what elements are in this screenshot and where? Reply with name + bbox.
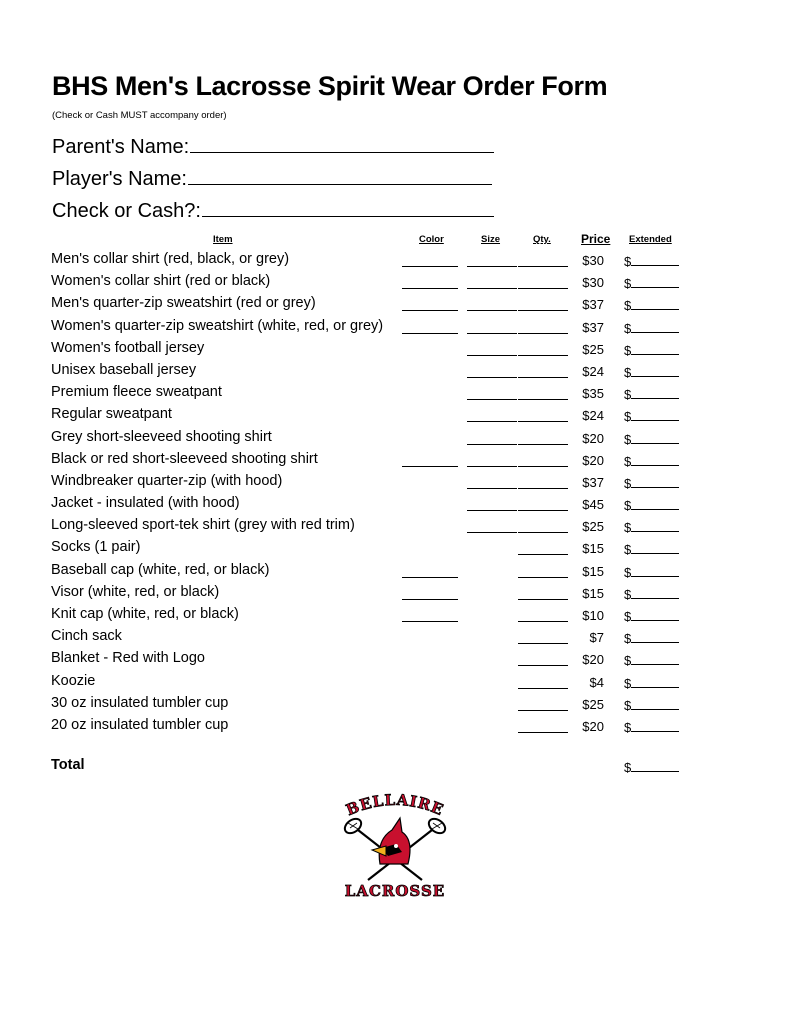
column-header-extended: Extended <box>629 234 672 245</box>
total-currency: $ <box>624 760 632 775</box>
color-blank[interactable] <box>402 577 458 578</box>
order-row <box>0 471 791 493</box>
item-name: 30 oz insulated tumbler cup <box>51 694 229 711</box>
order-row <box>0 338 791 360</box>
item-extended[interactable] <box>624 497 679 513</box>
extended-blank[interactable] <box>631 697 679 710</box>
order-row <box>0 515 791 537</box>
qty-blank[interactable] <box>518 710 568 711</box>
item-extended[interactable] <box>624 253 679 269</box>
item-name: Women's football jersey <box>51 339 205 356</box>
item-extended[interactable] <box>624 586 679 602</box>
size-blank[interactable] <box>467 333 517 334</box>
extended-blank[interactable] <box>631 386 679 399</box>
currency-sign: $ <box>624 653 632 669</box>
item-price: $37 <box>582 319 604 335</box>
extended-blank[interactable] <box>631 519 679 532</box>
item-extended[interactable] <box>624 431 679 447</box>
parent-name-line[interactable] <box>190 134 494 153</box>
item-price: $20 <box>582 452 604 468</box>
item-name: Windbreaker quarter-zip (with hood) <box>51 472 283 489</box>
currency-sign: $ <box>624 609 632 624</box>
extended-blank[interactable] <box>631 475 679 488</box>
item-price: $37 <box>582 297 604 313</box>
payment-method-field[interactable] <box>52 198 494 223</box>
item-price: $37 <box>582 474 604 490</box>
size-blank[interactable] <box>467 399 517 400</box>
item-price: $15 <box>582 541 604 557</box>
item-price: $25 <box>582 696 604 712</box>
logo-bottom-text: LACROSSE <box>344 882 446 900</box>
order-row <box>0 604 791 626</box>
order-row <box>0 404 791 426</box>
logo-top-text: BELLAIRE <box>343 790 447 820</box>
currency-sign: $ <box>624 387 632 403</box>
qty-blank[interactable] <box>518 688 568 689</box>
size-blank[interactable] <box>467 377 517 378</box>
item-price: $20 <box>582 718 604 734</box>
qty-blank[interactable] <box>518 643 568 644</box>
qty-blank[interactable] <box>518 333 568 334</box>
item-price: $15 <box>582 585 604 601</box>
order-row <box>0 626 791 648</box>
color-blank[interactable] <box>402 466 458 467</box>
item-price: $4 <box>589 674 604 690</box>
total-extended[interactable] <box>624 759 679 775</box>
item-name: Cinch sack <box>51 628 122 645</box>
item-extended[interactable] <box>624 564 679 580</box>
qty-blank[interactable] <box>518 377 568 378</box>
item-price: $20 <box>582 652 604 668</box>
item-name: Men's quarter-zip sweatshirt (red or grey) <box>51 295 316 312</box>
item-name: Socks (1 pair) <box>51 539 141 556</box>
currency-sign: $ <box>624 586 632 602</box>
payment-note: (Check or Cash MUST accompany order) <box>52 110 227 121</box>
item-extended[interactable] <box>624 475 679 491</box>
player-name-label: Player's Name: <box>52 168 187 190</box>
item-name: Jacket - insulated (with hood) <box>51 495 240 512</box>
size-blank[interactable] <box>467 532 517 533</box>
item-name: 20 oz insulated tumbler cup <box>51 716 229 733</box>
item-extended[interactable] <box>624 342 679 358</box>
size-blank[interactable] <box>467 355 517 356</box>
item-extended[interactable] <box>624 275 679 291</box>
item-price: $30 <box>582 253 604 268</box>
qty-blank[interactable] <box>518 266 568 267</box>
currency-sign: $ <box>624 342 632 358</box>
qty-blank[interactable] <box>518 466 568 467</box>
item-price: $15 <box>582 563 604 579</box>
extended-blank[interactable] <box>631 297 679 310</box>
order-row <box>0 249 791 271</box>
extended-blank[interactable] <box>631 431 679 444</box>
extended-blank[interactable] <box>631 564 679 577</box>
order-row <box>0 493 791 515</box>
item-name: Knit cap (white, red, or black) <box>51 606 239 622</box>
player-name-line[interactable] <box>188 166 492 185</box>
item-name: Visor (white, red, or black) <box>51 583 220 600</box>
extended-blank[interactable] <box>631 608 679 621</box>
extended-blank[interactable] <box>631 342 679 355</box>
item-extended[interactable] <box>624 386 679 402</box>
qty-blank[interactable] <box>518 510 568 511</box>
size-blank[interactable] <box>467 421 517 422</box>
order-row <box>0 360 791 382</box>
item-price: $30 <box>582 275 604 291</box>
size-blank[interactable] <box>467 488 517 489</box>
player-name-field[interactable] <box>52 166 492 191</box>
item-extended[interactable] <box>624 719 679 735</box>
extended-blank[interactable] <box>631 364 679 377</box>
item-name: Regular sweatpant <box>51 406 172 423</box>
item-price: $45 <box>582 497 604 513</box>
extended-blank[interactable] <box>631 586 679 599</box>
currency-sign: $ <box>624 697 632 713</box>
size-blank[interactable] <box>467 266 517 267</box>
qty-blank[interactable] <box>518 621 568 622</box>
total-label: Total <box>51 757 85 773</box>
item-name: Koozie <box>51 672 96 689</box>
extended-blank[interactable] <box>631 320 679 333</box>
item-name: Baseball cap (white, red, or black) <box>51 561 270 578</box>
currency-sign: $ <box>624 498 632 514</box>
item-name: Black or red short-sleeveed shooting shirt <box>51 450 318 467</box>
item-name: Women's collar shirt (red or black) <box>51 273 271 290</box>
order-row <box>0 382 791 404</box>
order-row <box>0 537 791 559</box>
extended-blank[interactable] <box>631 719 679 732</box>
size-blank[interactable] <box>467 310 517 311</box>
qty-blank[interactable] <box>518 554 568 555</box>
qty-blank[interactable] <box>518 488 568 489</box>
payment-method-label: Check or Cash?: <box>52 200 201 222</box>
column-header-qty: Qty. <box>533 234 551 245</box>
order-row <box>0 693 791 715</box>
item-extended[interactable] <box>624 320 679 336</box>
currency-sign: $ <box>624 520 632 536</box>
qty-blank[interactable] <box>518 665 568 666</box>
page-title: BHS Men's Lacrosse Spirit Wear Order Form <box>52 71 608 101</box>
parent-name-field[interactable] <box>52 134 494 159</box>
extended-blank[interactable] <box>631 630 679 643</box>
cardinal-mascot-icon <box>372 818 410 864</box>
currency-sign: $ <box>624 276 632 292</box>
order-row <box>0 582 791 604</box>
item-name: Premium fleece sweatpant <box>51 384 222 401</box>
column-header-item: Item <box>213 234 233 245</box>
item-price: $10 <box>582 608 604 623</box>
item-price: $7 <box>589 630 604 646</box>
order-row <box>0 427 791 449</box>
extended-blank[interactable] <box>631 408 679 421</box>
item-extended[interactable] <box>624 608 679 624</box>
currency-sign: $ <box>624 675 632 691</box>
color-blank[interactable] <box>402 310 458 311</box>
qty-blank[interactable] <box>518 288 568 289</box>
color-blank[interactable] <box>402 333 458 334</box>
item-extended[interactable] <box>624 453 679 469</box>
color-blank[interactable] <box>402 288 458 289</box>
qty-blank[interactable] <box>518 599 568 600</box>
logo-graphic <box>336 790 454 902</box>
size-blank[interactable] <box>467 288 517 289</box>
extended-blank[interactable] <box>631 253 679 266</box>
total-blank[interactable] <box>631 759 679 772</box>
column-header-color: Color <box>419 234 444 245</box>
currency-sign: $ <box>624 564 632 580</box>
currency-sign: $ <box>624 719 632 735</box>
extended-blank[interactable] <box>631 541 679 554</box>
currency-sign: $ <box>624 631 632 647</box>
item-extended[interactable] <box>624 408 679 424</box>
qty-blank[interactable] <box>518 577 568 578</box>
currency-sign: $ <box>624 431 632 447</box>
qty-blank[interactable] <box>518 732 568 733</box>
currency-sign: $ <box>624 320 632 336</box>
item-name: Grey short-sleeveed shooting shirt <box>51 428 272 445</box>
qty-blank[interactable] <box>518 310 568 311</box>
item-extended[interactable] <box>624 364 679 380</box>
item-price: $25 <box>582 341 604 357</box>
item-price: $35 <box>582 386 604 402</box>
item-name: Women's quarter-zip sweatshirt (white, red, or grey) <box>51 317 384 334</box>
currency-sign: $ <box>624 298 632 314</box>
extended-blank[interactable] <box>631 453 679 466</box>
order-row <box>0 316 791 338</box>
item-extended[interactable] <box>624 519 679 535</box>
order-row <box>0 271 791 293</box>
currency-sign: $ <box>624 409 632 425</box>
order-row <box>0 715 791 737</box>
color-blank[interactable] <box>402 621 458 622</box>
currency-sign: $ <box>624 453 632 469</box>
order-row <box>0 671 791 693</box>
item-name: Unisex baseball jersey <box>51 361 197 378</box>
qty-blank[interactable] <box>518 444 568 445</box>
order-items-list <box>0 249 791 737</box>
item-price: $24 <box>582 408 604 424</box>
item-price: $20 <box>582 430 604 446</box>
parent-name-label: Parent's Name: <box>52 136 190 158</box>
currency-sign: $ <box>624 475 632 491</box>
item-extended[interactable] <box>624 541 679 557</box>
extended-blank[interactable] <box>631 675 679 688</box>
order-row <box>0 293 791 315</box>
order-row <box>0 449 791 471</box>
extended-blank[interactable] <box>631 497 679 510</box>
currency-sign: $ <box>624 542 632 558</box>
item-extended[interactable] <box>624 630 679 646</box>
item-extended[interactable] <box>624 697 679 713</box>
item-extended[interactable] <box>624 675 679 691</box>
color-blank[interactable] <box>402 266 458 267</box>
extended-blank[interactable] <box>631 652 679 665</box>
size-blank[interactable] <box>467 444 517 445</box>
qty-blank[interactable] <box>518 399 568 400</box>
item-name: Men's collar shirt (red, black, or grey) <box>51 251 290 267</box>
column-header-size: Size <box>481 234 501 245</box>
item-extended[interactable] <box>624 652 679 668</box>
column-header-price: Price <box>581 232 611 246</box>
item-name: Long-sleeved sport-tek shirt (grey with red trim) <box>51 517 355 534</box>
item-name: Blanket - Red with Logo <box>51 650 205 667</box>
extended-blank[interactable] <box>631 275 679 288</box>
qty-blank[interactable] <box>518 532 568 533</box>
currency-sign: $ <box>624 364 632 380</box>
currency-sign: $ <box>624 254 632 269</box>
item-price: $25 <box>582 519 604 535</box>
bellaire-lacrosse-logo <box>336 790 454 902</box>
qty-blank[interactable] <box>518 421 568 422</box>
item-extended[interactable] <box>624 297 679 313</box>
qty-blank[interactable] <box>518 355 568 356</box>
item-price: $24 <box>582 363 604 379</box>
color-blank[interactable] <box>402 599 458 600</box>
size-blank[interactable] <box>467 510 517 511</box>
size-blank[interactable] <box>467 466 517 467</box>
order-row <box>0 560 791 582</box>
order-row <box>0 648 791 670</box>
payment-method-line[interactable] <box>202 198 494 217</box>
